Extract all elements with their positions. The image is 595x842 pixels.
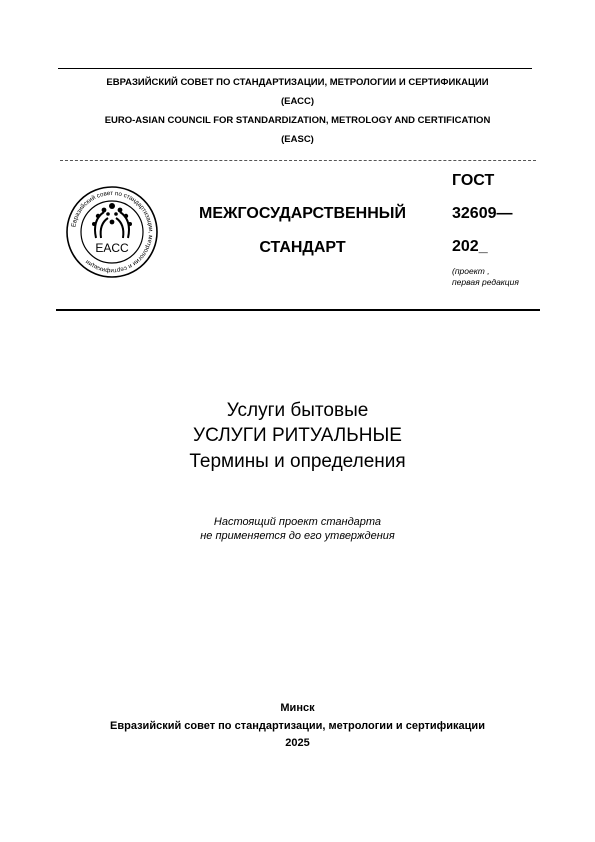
footer-publisher: Евразийский совет по стандартизации, метрологии и сертификации <box>110 720 485 732</box>
footer-city: Минск <box>280 702 315 714</box>
council-abbr-en: (EASC) <box>281 134 314 145</box>
standard-type-line1: МЕЖГОСУДАРСТВЕННЫЙ <box>199 205 406 222</box>
gost-year: 202_ <box>452 238 488 255</box>
section-divider <box>56 309 540 311</box>
project-status-line1: (проект , <box>452 266 490 276</box>
draft-note-line1: Настоящий проект стандарта <box>213 516 382 528</box>
footer-year: 2025 <box>285 737 310 749</box>
project-status-line2: первая редакция <box>452 277 519 287</box>
svg-text:Евразийский совет по стандарти <box>70 190 154 274</box>
title-line2: УСЛУГИ РИТУАЛЬНЫЕ <box>193 425 402 446</box>
emblem-abbr: EACC <box>95 241 129 255</box>
gost-label: ГОСТ <box>452 172 495 189</box>
council-abbr-ru: (ЕАСС) <box>280 96 314 107</box>
title-line3: Термины и определения <box>189 451 406 472</box>
title-line1: Услуги бытовые <box>226 400 369 421</box>
gost-number: 32609— <box>452 205 513 222</box>
easc-emblem-icon <box>66 186 158 278</box>
council-name-en: EURO-ASIAN COUNCIL FOR STANDARDIZATION, METROLOGY AND CERTIFICATION <box>104 115 491 126</box>
draft-note-line2: не применяется до его утверждения <box>200 530 395 542</box>
council-name-ru: ЕВРАЗИЙСКИЙ СОВЕТ ПО СТАНДАРТИЗАЦИИ, МЕТРОЛОГИИ И СЕРТИФИКАЦИИ <box>106 77 489 88</box>
top-rule <box>58 68 532 69</box>
header-divider <box>60 160 536 161</box>
standard-type-line2: СТАНДАРТ <box>259 239 346 256</box>
emblem-ring-text: Евразийский совет по стандартизации, метрологии и сертификации <box>70 189 155 275</box>
